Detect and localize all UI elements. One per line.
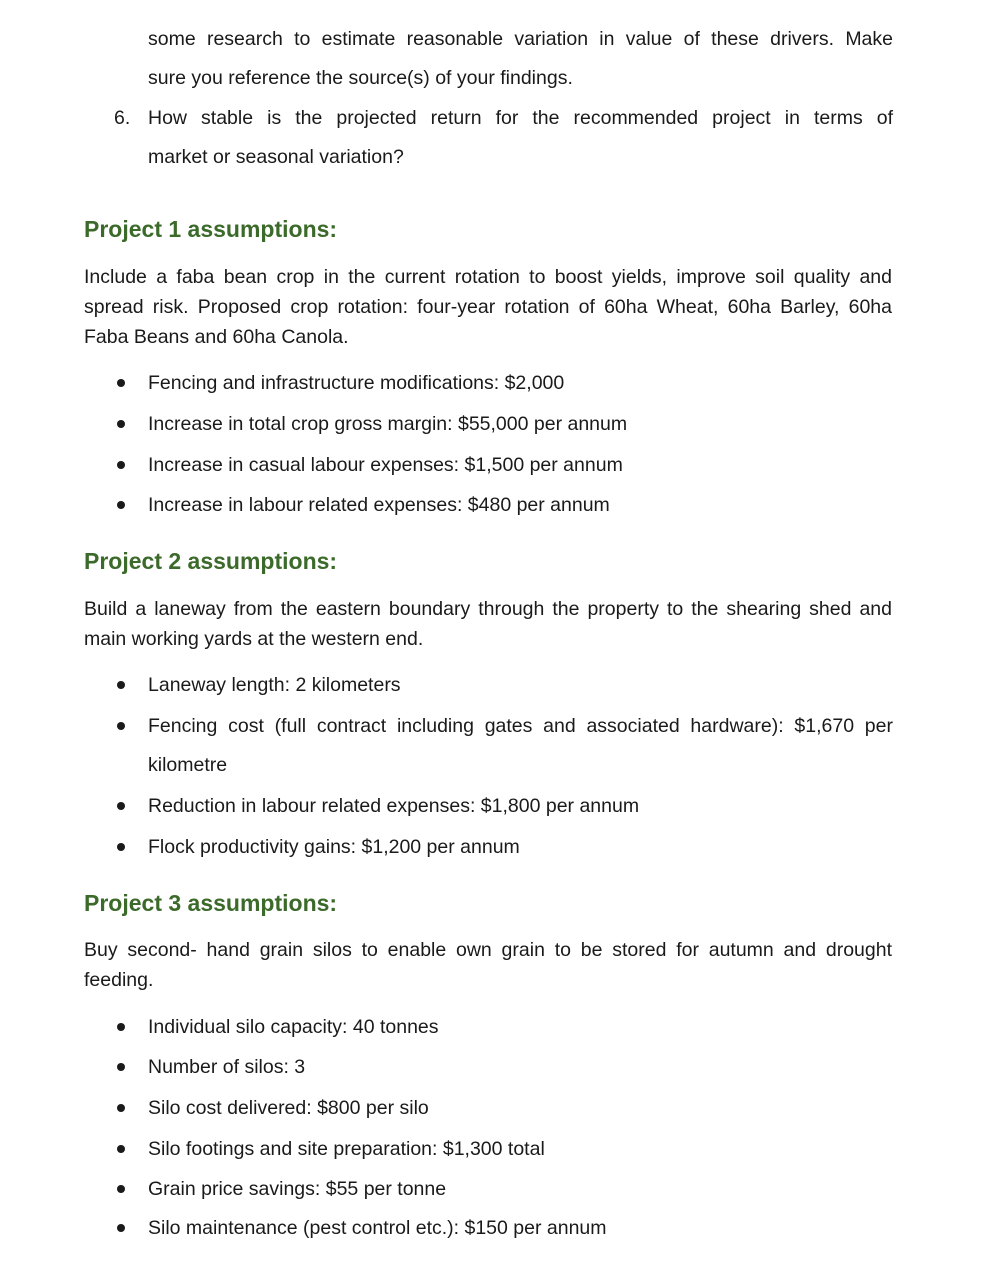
project3-description (84, 935, 892, 995)
list-item-text: Number of silos: 3 (148, 1056, 306, 1078)
bullet-icon (117, 1023, 125, 1031)
list-item-text: Laneway length: 2 kilometers (148, 674, 401, 696)
description-line: Buy second- hand grain silos to enable own grain to be stored for autumn and drought (84, 939, 892, 961)
list-item-text: Increase in labour related expenses: $480 per annum (148, 494, 610, 516)
list-item-text: kilometre (148, 754, 228, 776)
list-item-text: Grain price savings: $55 per tonne (148, 1178, 447, 1200)
bullet-icon (117, 1224, 125, 1232)
bullet-icon (117, 461, 125, 469)
bullet-icon (117, 1145, 125, 1153)
list-marker-6: 6. (114, 107, 131, 129)
list-item-text: Silo cost delivered: $800 per silo (148, 1097, 429, 1119)
bullet-icon (117, 1104, 125, 1112)
bullet-icon (117, 843, 125, 851)
list-item-text: Silo footings and site preparation: $1,300 total (148, 1138, 545, 1160)
list-item-text: Increase in casual labour expenses: $1,500 per annum (148, 454, 623, 476)
bullet-icon (117, 379, 125, 387)
item5-continuation-line: some research to estimate reasonable variation in value of these drivers. Make (148, 28, 893, 50)
description-line: main working yards at the western end. (84, 628, 424, 650)
bullet-icon (117, 501, 125, 509)
item6-line: market or seasonal variation? (148, 146, 404, 168)
bullet-icon (117, 1063, 125, 1071)
list-item-text: Reduction in labour related expenses: $1,800 per annum (148, 795, 640, 817)
list-item-text: Flock productivity gains: $1,200 per annum (148, 836, 520, 858)
bullet-icon (117, 420, 125, 428)
bullet-icon (117, 722, 125, 730)
item5-continuation-line: sure you reference the source(s) of your findings. (148, 67, 573, 89)
item6-line: How stable is the projected return for the recommended project in terms of (148, 107, 893, 129)
project1-description (84, 262, 892, 352)
list-item-text: Silo maintenance (pest control etc.): $150 per annum (148, 1217, 607, 1239)
list-item-text: Individual silo capacity: 40 tonnes (148, 1016, 439, 1038)
list-item-text: Fencing and infrastructure modifications: $2,000 (148, 372, 565, 394)
list-item-text: Increase in total crop gross margin: $55,000 per annum (148, 413, 628, 435)
bullet-icon (117, 1185, 125, 1193)
project2-description (84, 594, 892, 654)
project1-heading: Project 1 assumptions: (84, 216, 338, 242)
description-line: feeding. (84, 969, 154, 991)
list-item-text: Fencing cost (full contract including gates and associated hardware): $1,670 per (148, 715, 893, 737)
description-line: spread risk. Proposed crop rotation: four-year rotation of 60ha Wheat, 60ha Barley, 60ha (84, 296, 892, 318)
bullet-icon (117, 681, 125, 689)
description-line: Faba Beans and 60ha Canola. (84, 326, 349, 348)
bullet-icon (117, 802, 125, 810)
description-line: Build a laneway from the eastern boundary through the property to the shearing shed and (84, 598, 892, 620)
description-line: Include a faba bean crop in the current rotation to boost yields, improve soil quality and (84, 266, 892, 288)
project2-heading: Project 2 assumptions: (84, 548, 338, 574)
project3-heading: Project 3 assumptions: (84, 890, 338, 916)
